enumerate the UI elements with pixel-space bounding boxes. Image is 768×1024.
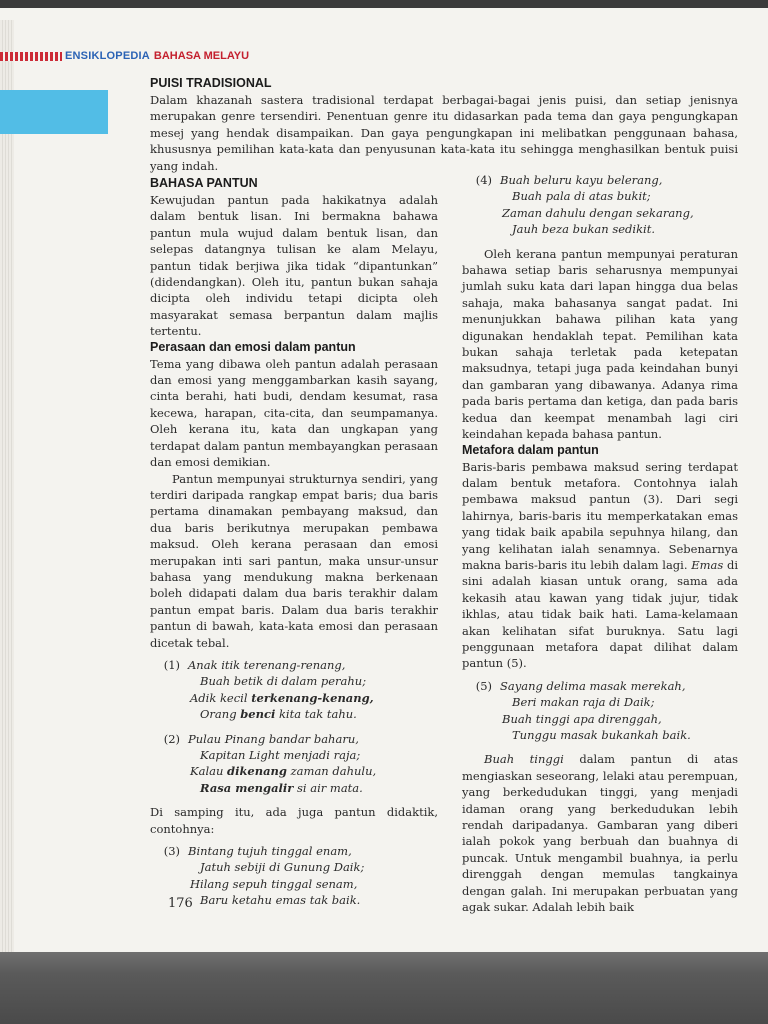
bold-word: dikenang [227, 764, 287, 779]
poem-number: (2) [163, 731, 180, 746]
poem-line: Sayang delima masak merekah, [500, 678, 686, 693]
poem-line: Buah betik di dalam perahu; [200, 674, 367, 689]
paragraph: Di samping itu, ada juga pantun didaktik, contohnya: [150, 805, 438, 836]
header-brand-title: BAHASA MELAYU [153, 50, 250, 62]
right-column [462, 172, 738, 915]
paragraph: Kewujudan pantun pada hakikatnya adalah dalam bentuk lisan. Ini bermakna bahawa pantun mula wujud dalam bentuk lisan, dan selepas datangnya tulisan ke alam Melayu, pantun tidak berjiwa jika tidak “dipantunkan” (didendangkan). Oleh itu, pantun bukan sahaja dicipta oleh individu tetapi dicipta oleh masyarakat semasa berpantun dalam majlis tertentu. [150, 193, 438, 339]
poem-line: Zaman dahulu dengan sekarang, [502, 205, 694, 220]
intro-paragraph: Dalam khazanah sastera tradisional terdapat berbagai-bagai jenis puisi, dan setiap jenisnya merupakan genre tersendiri. Penentuan genre itu didasarkan pada tema dan gaya pengungkapan mesej yang hendak disampaikan. Dan gaya pengungkapan ini melibatkan penggunaan bahasa, khususnya pemilihan kata-kata dan penyusunan kata-kata itu sehingga menghasilkan bentuk puisi yang indah. [150, 93, 738, 173]
poem-number: (5) [475, 678, 492, 693]
running-header [0, 48, 249, 64]
poem-line: Jatuh sebiji di Gunung Daik; [200, 860, 365, 875]
section-title-perasaan: Perasaan dan emosi dalam pantun [150, 339, 356, 354]
poem-line: Orang benci kita tak tahu. [200, 707, 357, 722]
italic-word: Emas [691, 557, 724, 572]
poem-4 [462, 172, 738, 238]
poem-line: Jauh beza bukan sedikit. [512, 222, 655, 237]
paragraph: Pantun mempunyai strukturnya sendiri, yang terdiri daripada rangkap empat baris; dua baris pertama dinamakan pembayang maksud, dan dua baris berikutnya merupakan pembawa maksud. Oleh kerana perasaan dan emosi merupakan inti sari pantun, maka unsur-unsur bahasa yang mendukung makna berkenaan boleh didapati dalam dua baris terakhir dalam pantun empat baris. Dalam dua baris terakhir pantun di bawah, kata-kata emosi dan perasaan dicetak tebal. [150, 471, 438, 650]
page-edges [0, 20, 14, 952]
bold-word: terkenang-kenang, [251, 690, 374, 705]
background-surface [0, 952, 768, 1024]
section-title-bahasa-pantun: BAHASA PANTUN [150, 176, 258, 190]
left-column [150, 176, 438, 917]
poem-line: Adik kecil terkenang-kenang, [190, 690, 374, 705]
poem-line: Hilang sepuh tinggal senam, [190, 876, 358, 891]
poem-line: Anak itik terenang-renang, [188, 657, 346, 672]
poem-line: Kalau dikenang zaman dahulu, [190, 764, 377, 779]
italic-word: Buah tinggi [484, 752, 564, 767]
poem-line: Rasa mengalir si air mata. [200, 780, 363, 795]
intro-section [150, 76, 738, 174]
paragraph: Oleh kerana pantun mempunyai peraturan bahawa setiap baris seharusnya mempunyai jumlah suku kata dari lapan hingga dua belas sahaja, maka bahasanya sangat padat. Ini menunjukkan bahawa pilihan kata yang digunakan hendaklah tepat. Pemilihan kata bukan sahaja terletak pada ketepatan maksudnya, tetapi juga pada keindahan bunyi dan gambaran yang dibawanya. Adanya rima pada baris pertama dan ketiga, dan pada baris kedua dan keempat menambah lagi ciri keindahan kepada bahasa pantun. [462, 246, 738, 442]
page-number: 176 [168, 896, 193, 911]
poem-line: Pulau Pinang bandar baharu, [188, 731, 359, 746]
poem-5 [462, 678, 738, 744]
poem-line: Bintang tujuh tinggal enam, [188, 844, 352, 859]
poem-line: Buah beluru kayu belerang, [500, 173, 663, 187]
bold-word: benci [240, 707, 276, 722]
poem-number: (4) [475, 173, 492, 187]
section-title-metafora: Metafora dalam pantun [462, 442, 599, 457]
header-pattern-icon [0, 52, 62, 61]
poem-number: (1) [163, 657, 180, 672]
poem-number: (3) [163, 844, 180, 859]
paragraph: Buah tinggi dalam pantun di atas mengiaskan seseorang, lelaki atau perempuan, yang berkedudukan tinggi, yang menjadi idaman orang yang berkedudukan lebih rendah daripadanya. Gambaran yang diberi ialah pokok yang berbuah dan buahnya di puncak. Untuk mengambil buahnya, ia perlu direnggah dengan memulas tangkainya dengan galah. Ini merupakan perbuatan yang agak sukar. Adalah lebih baik [462, 752, 738, 915]
poem-line: Buah pala di atas bukit; [512, 189, 651, 204]
intro-title: PUISI TRADISIONAL [150, 76, 272, 90]
poem-line: Tunggu masak bukankah baik. [512, 728, 691, 742]
poem-1 [150, 657, 438, 723]
bold-word: Rasa mengalir [200, 780, 294, 795]
poem-line: Beri makan raja di Daik; [512, 695, 655, 710]
paragraph: Tema yang dibawa oleh pantun adalah perasaan dan emosi yang menggambarkan kasih sayang, cinta berahi, hati budi, dendam kesumat, rasa kecewa, harapan, cita-cita, dan seumpamanya. Oleh kerana itu, kata dan ungkapan yang terdapat dalam pantun membayangkan perasaan dan emosi demikian. [150, 356, 438, 470]
poem-line: Kapitan Light menjadi raja; [200, 748, 361, 762]
poem-2 [150, 731, 438, 797]
poem-3 [150, 843, 438, 909]
top-dark-strip [0, 0, 768, 8]
paragraph: Baris-baris pembawa maksud sering terdapat dalam bentuk metafora. Contohnya ialah pembawa maksud pantun (3). Dari segi lahirnya, baris-baris itu memperkatakan emas yang tidak baik apabila sepuhnya hilang, dan yang kelihatan ialah senamnya. Sebenarnya makna baris-baris itu lebih dalam lagi. Emas di sini adalah kiasan untuk orang, sama ada kekasih atau kawan yang tidak jujur, tidak ikhlas, atau tidak baik hati. Lama-kelamaan akan kelihatan sifat buruknya. Satu lagi penggunaan metafora dapat dilihat dalam pantun (5). [462, 459, 739, 671]
poem-line: Baru ketahu emas tak baik. [200, 893, 361, 908]
poem-line: Buah tinggi apa direnggah, [502, 711, 662, 726]
header-brand: ENSIKLOPEDIA [65, 50, 150, 62]
section-tab [0, 90, 108, 134]
